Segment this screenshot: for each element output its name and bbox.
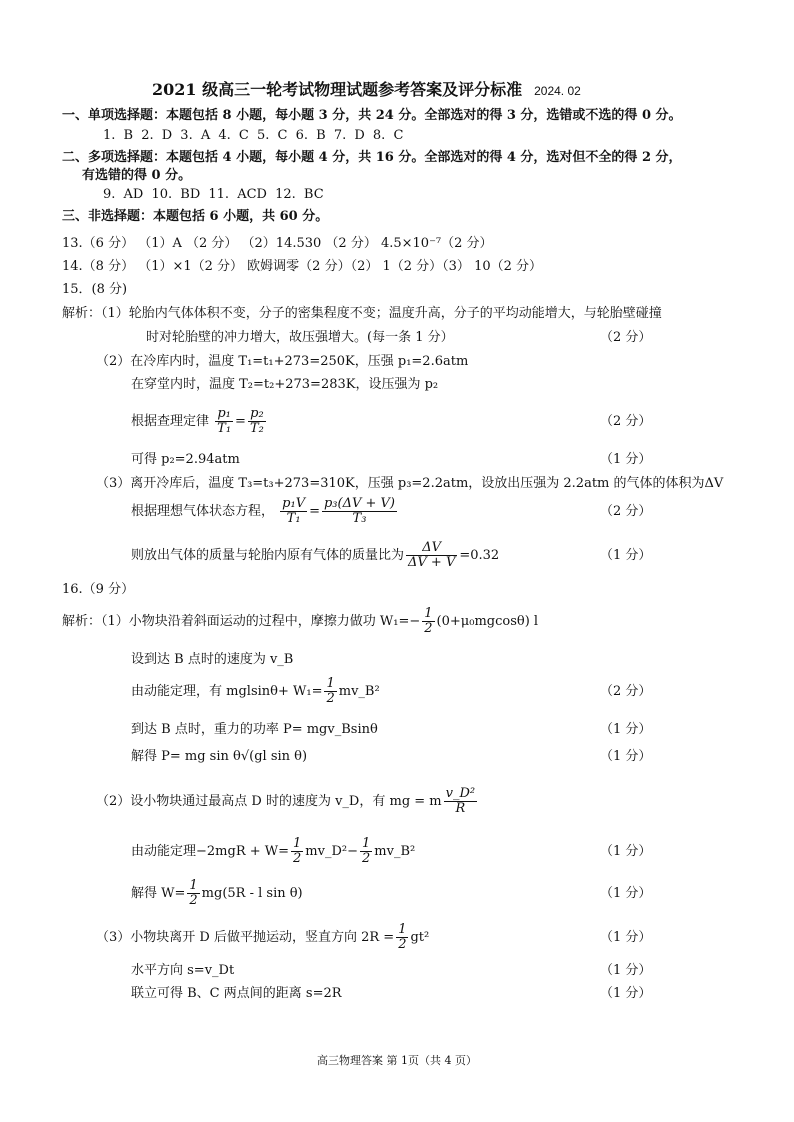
q16-friction-work [62, 604, 538, 640]
q15-part1-line1: 解析：（1）轮胎内气体体积不变，分子的密集程度不变；温度升高，分子的平均动能增大，与轮胎壁碰撞 [62, 306, 662, 321]
q15-heading: 15．(8 分) [62, 282, 128, 297]
vertical-label: （3）小物块离开 D 后做平抛运动，竖直方向 2R = [96, 930, 395, 945]
q15-ideal-gas: 根据理想气体状态方程， $\frac{\text{p₁V}}{\text{T₁}}$ = $\frac{\text{p₃(ΔV + V)}}{\text{T₃}}$ [131, 496, 395, 526]
q16-part2-vd [96, 784, 479, 820]
q16-power-points: （1 分） [600, 749, 652, 764]
mass-ratio-label: 则放出气体的质量与轮胎内原有气体的质量比为 [131, 548, 405, 563]
kinetic-theorem-label: 由动能定理，有 mglsinθ+ W₁= [131, 684, 323, 699]
friction-work-tail: (0+μ₀mgcosθ) l [436, 614, 539, 629]
page-footer: 高三物理答案 第 1页（共 4 页） [317, 1054, 477, 1067]
q16-distance: 联立可得 B、C 两点间的距离 s=2R [131, 986, 342, 1001]
q15-part2-line2: 在穿堂内时，温度 T₂=t₂+273=283K，设压强为 p₂ [131, 377, 439, 392]
section-1-answers: 1. B 2. D 3. A 4. C 5. C 6. B 7. D 8. C [103, 128, 404, 143]
q15-part1-points: （2 分） [600, 330, 652, 345]
q16-vertical-points: （1 分） [600, 930, 652, 945]
q15-result-p2: 可得 p₂=2.94atm [131, 452, 240, 467]
fraction-half: $\frac{1}{2}$ [362, 836, 371, 866]
q15-ideal-gas-points: （2 分） [600, 504, 652, 519]
mass-ratio-value: =0.32 [459, 548, 500, 563]
q15-part2-line1: （2）在冷库内时，温度 T₁=t₁+273=250K，压强 p₁=2.6atm [96, 354, 469, 369]
q15-result-points: （1 分） [600, 452, 652, 467]
q16-vb-def: 设到达 B 点时的速度为 v_B [131, 652, 294, 667]
fraction-half: $\frac{1}{2}$ [398, 922, 407, 952]
vd-label: （2）设小物块通过最高点 D 时的速度为 v_D，有 mg = m [96, 794, 442, 809]
energy-mid: mv_D²− [305, 844, 358, 859]
work-result-label: 解得 W= [131, 886, 186, 901]
fraction-half: $\frac{1}{2}$ [326, 676, 335, 706]
q16-kinetic-points: （2 分） [600, 684, 652, 699]
q16-distance-points: （1 分） [600, 986, 652, 1001]
q16-work-result [131, 876, 303, 912]
section-2-answers: 9. AD 10. BD 11. ACD 12. BC [103, 187, 324, 202]
fraction-half: $\frac{1}{2}$ [293, 836, 302, 866]
page-title [152, 82, 581, 99]
fraction-p1-t1: $\frac{\text{p₁}}{\text{T₁}}$ [217, 406, 232, 436]
work-result-tail: mg(5R - l sin θ) [201, 886, 303, 901]
q15-mass-ratio-points: （1 分） [600, 548, 652, 563]
charles-law-label: 根据查理定律 [131, 414, 210, 429]
q15-charles-law: 根据查理定律 $\frac{\text{p₁}}{\text{T₁}}$ = $\frac{\text{p₂}}{\text{T₂}}$ [131, 406, 264, 436]
q15-part3-line1: （3）离开冷库后，温度 T₃=t₃+273=310K，压强 p₃=2.2atm，设放出压强为 2.2atm 的气体的体积为ΔV [96, 476, 724, 491]
q16-gravity-points: （1 分） [600, 722, 652, 737]
q16-horizontal-points: （1 分） [600, 963, 652, 978]
q16-part2-energy [131, 834, 415, 870]
fraction-p1v-t1: $\frac{\text{p₁V}}{\text{T₁}}$ [282, 496, 306, 526]
q16-work-points: （1 分） [600, 886, 652, 901]
kinetic-theorem-tail: mv_B² [338, 684, 380, 699]
q16-power-result: 解得 P= mg sin θ√(gl sin θ) [131, 749, 308, 764]
q16-part3-vertical [96, 920, 429, 956]
energy-label: 由动能定理−2mgR + W= [131, 844, 290, 859]
q15-part1-line2: 时对轮胎壁的冲力增大，故压强增大。(每一条 1 分） [146, 330, 454, 345]
q15-mass-ratio [131, 538, 499, 574]
fraction-vd-r: $\frac{\text{v\_D²}}{R}$ [445, 786, 476, 816]
section-3-header: 三、非选择题：本题包括 6 小题，共 60 分。 [62, 209, 329, 224]
q16-heading: 16.（9 分） [62, 582, 135, 597]
section-1-header: 一、单项选择题：本题包括 8 小题，每小题 3 分，共 24 分。全部选对的得 3 分，选错或不选的得 0 分。 [62, 108, 682, 123]
q16-gravity-power: 到达 B 点时，重力的功率 P= mgv_Bsinθ [131, 722, 378, 737]
energy-tail: mv_B² [374, 844, 416, 859]
friction-work-label: 解析：（1）小物块沿着斜面运动的过程中，摩擦力做功 W₁=− [62, 614, 421, 629]
section-2-header-cont: 有选错的得 0 分。 [82, 168, 192, 183]
ideal-gas-label: 根据理想气体状态方程， [131, 504, 275, 519]
q15-charles-points: （2 分） [600, 414, 652, 429]
fraction-p3-t3: $\frac{\text{p₃(ΔV + V)}}{\text{T₃}}$ [323, 496, 395, 526]
exam-date: 2024. 02 [534, 84, 581, 98]
q14-answer: 14.（8 分） （1）×1（2 分） 欧姆调零（2 分）（2） 1（2 分）（3） 10（2 分） [62, 259, 543, 274]
fraction-half: $\frac{1}{2}$ [189, 878, 198, 908]
q13-answer: 13.（6 分） （1）A （2 分） （2）14.530 （2 分） 4.5×10⁻⁷（2 分） [62, 236, 493, 251]
section-2-header: 二、多项选择题：本题包括 4 小题，每小题 4 分，共 16 分。全部选对的得 4 分，选对但不全的得 2 分， [62, 150, 682, 165]
title-text: 2021 级高三一轮考试物理试题参考答案及评分标准 [152, 80, 523, 99]
fraction-dv: $\frac{\Delta V}{\Delta V + V}$ [408, 540, 456, 570]
q16-kinetic-theorem [131, 674, 380, 710]
q16-horizontal: 水平方向 s=v_Dt [131, 963, 235, 978]
q16-energy-points: （1 分） [600, 844, 652, 859]
vertical-tail: gt² [410, 930, 430, 945]
fraction-half: $\frac{1}{2}$ [424, 606, 433, 636]
fraction-p2-t2: $\frac{\text{p₂}}{\text{T₂}}$ [249, 406, 264, 436]
